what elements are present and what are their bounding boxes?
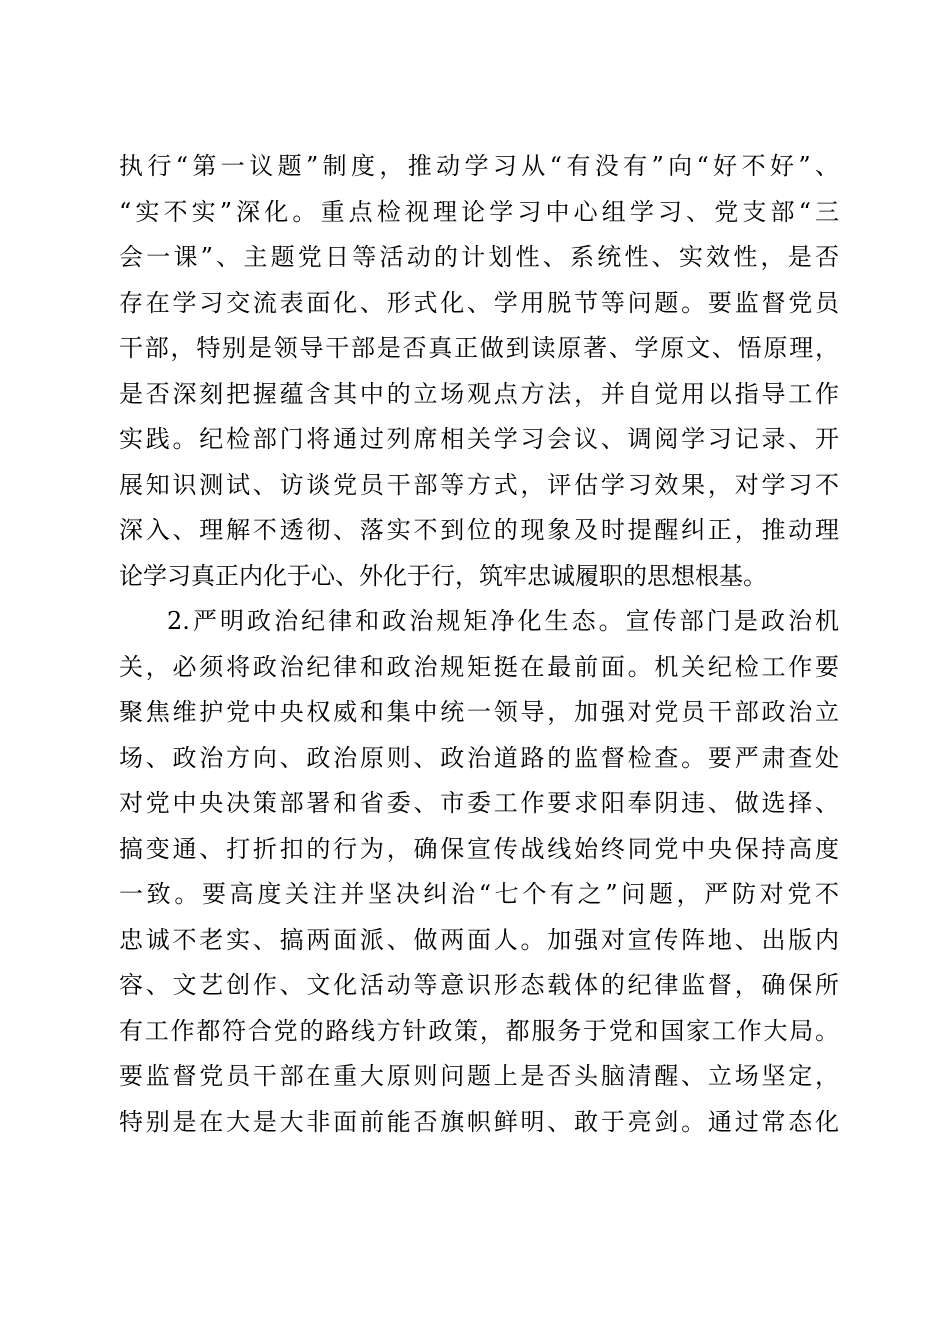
paragraph-line: 一致。要高度关注并坚决纠治“七个有之”问题，严防对党不: [119, 880, 839, 908]
document-body: [119, 144, 839, 1145]
paragraph-line: 干部，特别是领导干部是否真正做到读原著、学原文、悟原理，: [119, 334, 839, 362]
paragraph-line: 对党中央决策部署和省委、市委工作要求阳奉阴违、做选择、: [119, 789, 839, 817]
paragraph-line: “实不实”深化。重点检视理论学习中心组学习、党支部“三: [119, 197, 839, 226]
paragraph-line: 关，必须将政治纪律和政治规矩挺在最前面。机关纪检工作要: [119, 652, 839, 681]
paragraph-line: 聚焦维护党中央权威和集中统一领导，加强对党员干部政治立: [119, 698, 839, 726]
paragraph-line: 展知识测试、访谈党员干部等方式，评估学习效果，对学习不: [119, 470, 839, 499]
paragraph-line: 是否深刻把握蕴含其中的立场观点方法，并自觉用以指导工作: [119, 379, 839, 408]
paragraph-line: 实践。纪检部门将通过列席相关学习会议、调阅学习记录、开: [119, 425, 839, 453]
paragraph-line: 深入、理解不透彻、落实不到位的现象及时提醒纠正，推动理: [119, 516, 839, 544]
paragraph-line: 容、文艺创作、文化活动等意识形态载体的纪律监督，确保所: [119, 971, 839, 999]
paragraph-1: [119, 144, 839, 599]
paragraph-line: 搞变通、打折扣的行为，确保宣传战线始终同党中央保持高度: [119, 834, 839, 863]
paragraph-line: 要监督党员干部在重大原则问题上是否头脑清醒、立场坚定，: [119, 1062, 839, 1090]
paragraph-line: 会一课”、主题党日等活动的计划性、系统性、实效性，是否: [119, 243, 839, 271]
paragraph-line: 场、政治方向、政治原则、政治道路的监督检查。要严肃查处: [119, 743, 839, 772]
paragraph-line: 执行“第一议题”制度，推动学习从“有没有”向“好不好”、: [119, 152, 839, 180]
paragraph-line: 2.严明政治纪律和政治规矩净化生态。宣传部门是政治机: [167, 607, 839, 635]
paragraph-line: 有工作都符合党的路线方针政策，都服务于党和国家工作大局。: [119, 1016, 839, 1045]
paragraph-line: 存在学习交流表面化、形式化、学用脱节等问题。要监督党员: [119, 288, 839, 317]
paragraph-2: [119, 599, 839, 1145]
paragraph-line: 特别是在大是大非面前能否旗帜鲜明、敢于亮剑。通过常态化: [119, 1107, 839, 1136]
paragraph-line: 论学习真正内化于心、外化于行，筑牢忠诚履职的思想根基。: [119, 561, 767, 590]
paragraph-line: 忠诚不老实、搞两面派、做两面人。加强对宣传阵地、出版内: [119, 925, 839, 954]
